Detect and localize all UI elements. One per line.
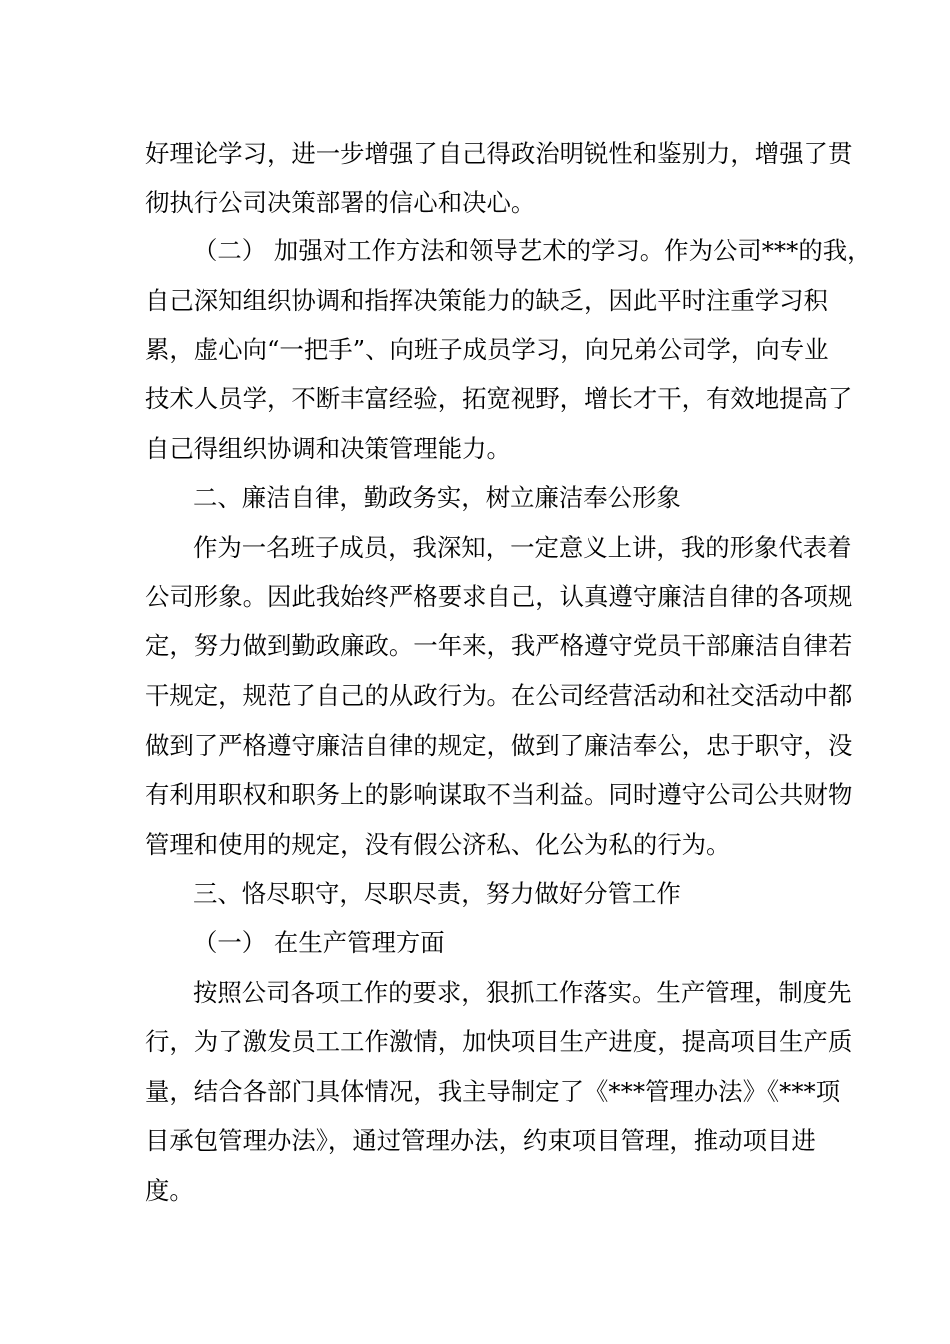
paragraph-line: 管理和使用的规定，没有假公济私、化公为私的行为。 (145, 830, 731, 859)
paragraph-line: 定，努力做到勤政廉政。一年来，我严格遵守党员干部廉洁自律若 (145, 631, 853, 660)
paragraph-line: 按照公司各项工作的要求，狠抓工作落实。生产管理，制度先 (193, 978, 852, 1007)
paragraph-line: 行，为了激发员工工作激情，加快项目生产进度，提高项目生产质 (145, 1027, 853, 1056)
paragraph-line: 目承包管理办法》，通过管理办法，约束项目管理，推动项目进 (145, 1126, 816, 1155)
subsection-heading: （一） 在生产管理方面 (193, 928, 445, 957)
paragraph-line: 做到了严格遵守廉洁自律的规定，做到了廉洁奉公，忠于职守，没 (145, 731, 853, 760)
paragraph-line: 自己深知组织协调和指挥决策能力的缺乏，因此平时注重学习积 (145, 286, 828, 315)
paragraph-line: 技术人员学，不断丰富经验，拓宽视野，增长才干，有效地提高了 (145, 384, 853, 413)
paragraph-line: 干规定，规范了自己的从政行为。在公司经营活动和社交活动中都 (145, 681, 853, 710)
paragraph-line: 有利用职权和职务上的影响谋取不当利益。同时遵守公司公共财物 (145, 780, 853, 809)
paragraph-line: 好理论学习，进一步增强了自己得政治明锐性和鉴别力，增强了贯 (145, 139, 853, 168)
paragraph-line: 累，虚心向“一把手”、向班子成员学习，向兄弟公司学，向专业 (145, 335, 829, 364)
paragraph-line: 彻执行公司决策部署的信心和决心。 (145, 188, 536, 217)
paragraph-line: 量，结合各部门具体情况，我主导制定了《***管理办法》《***项 (145, 1077, 841, 1106)
paragraph-line: 自己得组织协调和决策管理能力。 (145, 434, 511, 463)
paragraph-line: 作为一名班子成员，我深知，一定意义上讲，我的形象代表着 (193, 533, 852, 562)
paragraph-line: 度。 (145, 1176, 194, 1205)
section-heading: 二、廉洁自律，勤政务实，树立廉洁奉公形象 (193, 483, 681, 512)
paragraph-line: （二） 加强对工作方法和领导艺术的学习。作为公司***的我， (193, 236, 872, 265)
paragraph-line: 公司形象。因此我始终严格要求自己，认真遵守廉洁自律的各项规 (145, 582, 853, 611)
section-heading: 三、恪尽职守，尽职尽责，努力做好分管工作 (193, 879, 681, 908)
